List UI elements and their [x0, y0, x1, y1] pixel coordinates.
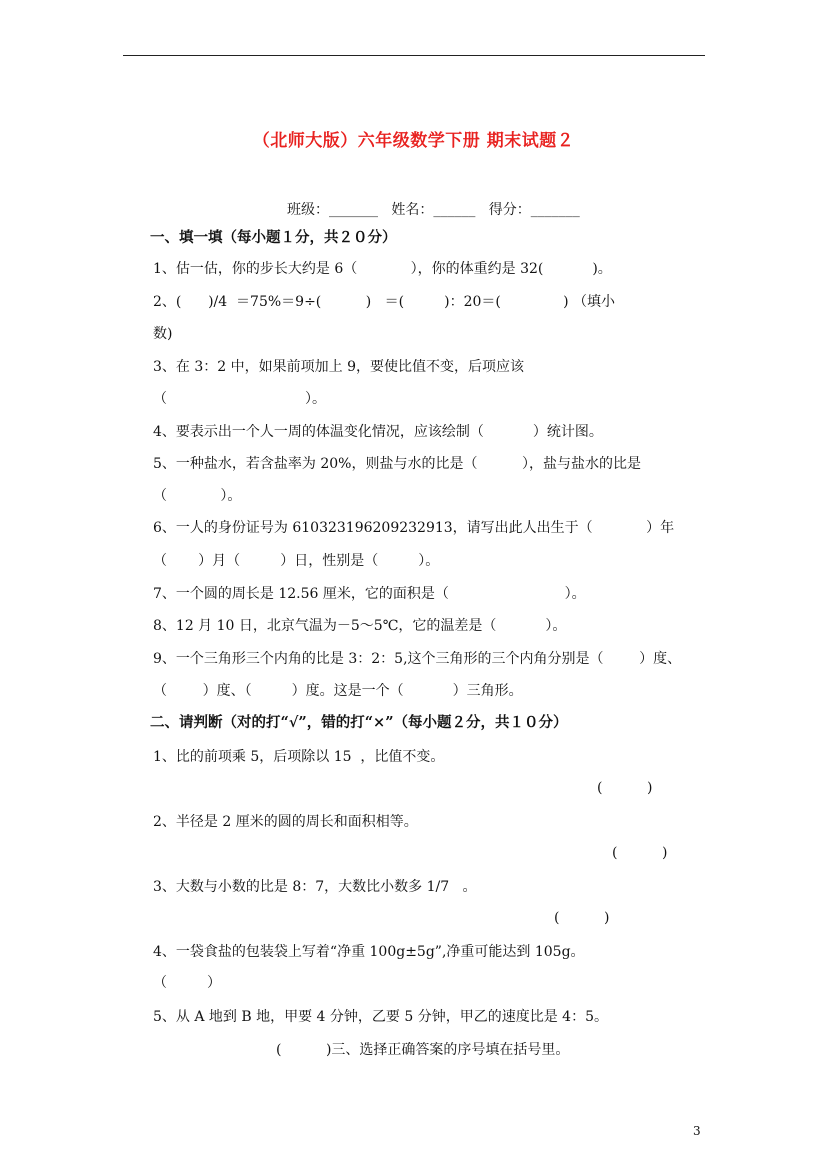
question-line: 1、比的前项乘 5，后项除以 15 ，比值不变。 — [153, 749, 445, 765]
page-number: 3 — [693, 1124, 701, 1138]
answer-blank: ( ) — [597, 780, 653, 796]
page-title: （北师大版）六年级数学下册 期末试题２ — [252, 131, 575, 151]
student-info-line: 班级：_______ 姓名：______ 得分：_______ — [287, 202, 580, 218]
question-line: 数) — [153, 326, 173, 342]
question-line: 1、估一估，你的步长大约是 6（ ），你的体重约是 32( )。 — [153, 261, 612, 277]
question-line: 3、在 3：2 中，如果前项加上 9，要使比值不变，后项应该 — [153, 359, 524, 375]
question-line: 9、一个三角形三个内角的比是 3：2：5,这个三角形的三个内角分别是（ ）度、 — [153, 651, 682, 667]
question-line: 5、从 A 地到 B 地，甲要 4 分钟，乙要 5 分钟，甲乙的速度比是 4：5。 — [153, 1009, 608, 1025]
header-rule — [123, 55, 705, 56]
question-line: 8、12 月 10 日，北京气温为－5～5℃，它的温差是（ ）。 — [153, 618, 567, 634]
question-line: 6、一人的身份证号为 610323196209232913，请写出此人出生于（ ）年 — [153, 520, 675, 536]
question-line: 4、要表示出一个人一周的体温变化情况，应该绘制（ ）统计图。 — [153, 424, 603, 440]
question-line: 2、( )/4 ＝75%＝9÷( ) ＝( )：20＝( ) （填小 — [153, 294, 616, 310]
question-line: （ ）月（ ）日，性别是（ ）。 — [153, 553, 440, 569]
question-line: 2、半径是 2 厘米的圆的周长和面积相等。 — [153, 814, 418, 830]
question-line: 5、一种盐水，若含盐率为 20%，则盐与水的比是（ ），盐与盐水的比是 — [153, 456, 641, 472]
answer-blank: （ ） — [153, 975, 222, 991]
section-heading-fill-in: 一、填一填（每小题１分，共２０分） — [150, 229, 397, 246]
question-line: （ ）。 — [153, 391, 326, 407]
question-line: 4、一袋食盐的包装袋上写着“净重 100g±5g”,净重可能达到 105g。 — [153, 944, 585, 960]
question-line: 3、大数与小数的比是 8：7，大数比小数多 1/7 。 — [153, 879, 477, 895]
question-line: （ ）。 — [153, 488, 242, 504]
question-line: ( )三、选择正确答案的序号填在括号里。 — [276, 1042, 570, 1058]
answer-blank: ( ) — [612, 845, 668, 861]
question-line: （ ）度、（ ）度。这是一个（ ）三角形。 — [153, 683, 523, 699]
section-heading-true-false: 二、请判断（对的打“√”，错的打“×”（每小题２分，共１０分） — [150, 714, 568, 731]
question-line: 7、一个圆的周长是 12.56 厘米，它的面积是（ ）。 — [153, 586, 586, 602]
answer-blank: ( ) — [554, 910, 610, 926]
